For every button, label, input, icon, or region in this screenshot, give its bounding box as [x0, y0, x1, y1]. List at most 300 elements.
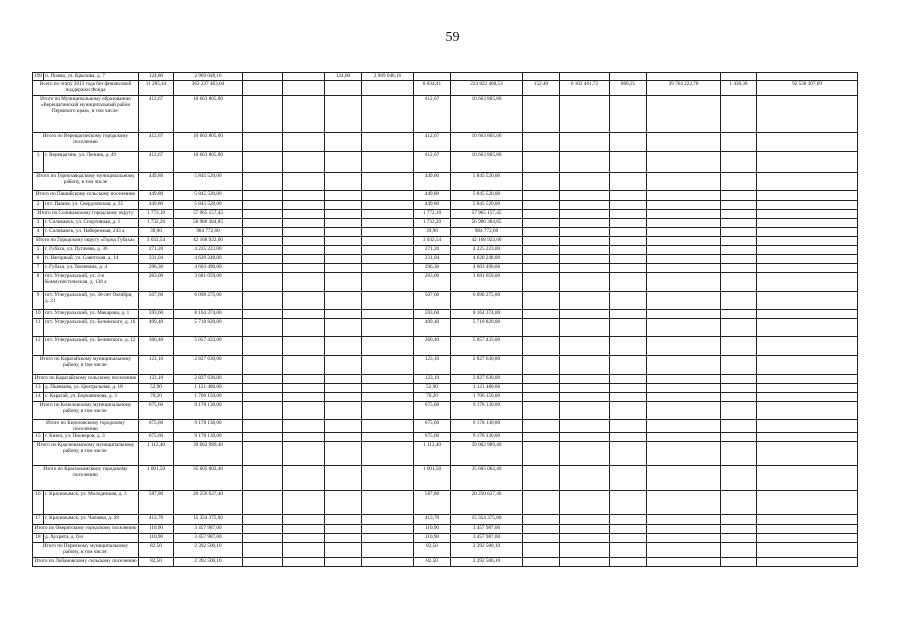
cell-s1: 4 603 490,00	[174, 264, 243, 273]
summary-row	[33, 543, 858, 558]
cell-a1: 123,10	[139, 375, 174, 384]
cell-x3	[325, 96, 362, 133]
cell-e2	[560, 292, 610, 310]
cell-e2	[560, 515, 610, 525]
cell-e1	[523, 264, 560, 273]
cell-x2	[283, 393, 325, 402]
cell-s2: 39 062 989,40	[451, 442, 523, 466]
cell-e4	[647, 466, 721, 491]
cell-e6	[757, 228, 858, 237]
cell-e4	[647, 133, 721, 152]
cell-e5	[721, 133, 757, 152]
cell-x2	[283, 543, 325, 558]
cell-e5	[721, 402, 757, 420]
cell-x2	[283, 255, 325, 264]
cell-a1: 70,20	[139, 393, 174, 402]
summary-row	[33, 402, 858, 420]
cell-x1	[243, 534, 283, 543]
cell-e3: 860,25	[610, 81, 647, 96]
cell-a2: 82,50	[414, 543, 451, 558]
cell-s1: 5 845 520,00	[174, 191, 243, 201]
cell-a2: 110,90	[414, 534, 451, 543]
cell-s1: 3 457 987,00	[174, 534, 243, 543]
cell-name: Итого по Муниципальному образованию «Верещагинский муниципальный район Пермского края», в том числе:	[33, 96, 139, 133]
cell-x1	[243, 515, 283, 525]
cell-e6	[757, 73, 858, 81]
cell-e3	[610, 442, 647, 466]
cell-e5	[721, 534, 757, 543]
cell-name: Итого по Краснокамскому городскому поселению	[33, 466, 139, 491]
cell-x4	[362, 543, 414, 558]
cell-name: пгт. Углеуральский, ул. 30-лет Октября, д. 21	[44, 292, 139, 310]
cell-e1	[523, 173, 560, 191]
cell-x4	[362, 356, 414, 375]
cell-a1: 110,90	[139, 525, 174, 534]
cell-x2	[283, 228, 325, 237]
cell-e4	[647, 310, 721, 319]
cell-s2: 5 057 433,00	[451, 337, 523, 356]
cell-e6	[757, 558, 858, 567]
cell-a2: 110,90	[414, 525, 451, 534]
table-row	[33, 515, 858, 525]
cell-x1	[243, 319, 283, 337]
cell-e2	[560, 246, 610, 255]
cell-x4	[362, 273, 414, 292]
cell-a2: 271,20	[414, 246, 451, 255]
cell-e6: 92 538 307,69	[757, 81, 858, 96]
cell-e5	[721, 356, 757, 375]
cell-e4	[647, 534, 721, 543]
cell-x3	[325, 525, 362, 534]
cell-e3	[610, 393, 647, 402]
cell-s1: 5 718 820,00	[174, 319, 243, 337]
cell-e4	[647, 356, 721, 375]
cell-x2	[283, 420, 325, 433]
summary-row	[33, 466, 858, 491]
cell-x2	[283, 491, 325, 515]
summary-row	[33, 81, 858, 96]
cell-e2	[560, 393, 610, 402]
cell-e2	[560, 310, 610, 319]
cell-e6	[757, 133, 858, 152]
cell-e4	[647, 246, 721, 255]
cell-e6	[757, 152, 858, 173]
summary-row	[33, 173, 858, 191]
cell-e5	[721, 466, 757, 491]
cell-s2: 57 965 157,45	[451, 210, 523, 219]
cell-x4	[362, 375, 414, 384]
cell-s2: 6 098 275,00	[451, 292, 523, 310]
table-row	[33, 292, 858, 310]
cell-e2	[560, 442, 610, 466]
cell-s2: 3 457 987,00	[451, 534, 523, 543]
table-row	[33, 246, 858, 255]
cell-name: Итого по Пермскому муниципальному району, в том числе:	[33, 543, 139, 558]
table-row	[33, 534, 858, 543]
cell-s1: 9 178 130,00	[174, 433, 243, 442]
cell-a2: 412,67	[414, 133, 451, 152]
cell-s1: 56 980 384,85	[174, 219, 243, 228]
cell-num: 9	[33, 292, 44, 310]
cell-e3	[610, 292, 647, 310]
cell-s1: 4 620 248,00	[174, 255, 243, 264]
cell-e4	[647, 273, 721, 292]
cell-e3	[610, 525, 647, 534]
cell-a2: 1 772,10	[414, 210, 451, 219]
cell-e3	[610, 255, 647, 264]
cell-x4	[362, 191, 414, 201]
cell-x1	[243, 393, 283, 402]
cell-x1	[243, 173, 283, 191]
cell-e6	[757, 201, 858, 210]
cell-s2: 3 457 987,00	[451, 525, 523, 534]
cell-a2: 1 732,20	[414, 219, 451, 228]
cell-s1: 8 164 374,00	[174, 310, 243, 319]
cell-x4	[362, 420, 414, 433]
cell-e3	[610, 433, 647, 442]
cell-s1: 1 121 480,00	[174, 384, 243, 393]
cell-s2: 15 354 375,00	[451, 515, 523, 525]
cell-s2: 5 718 820,00	[451, 319, 523, 337]
cell-name: г. Краснокамск, ул. Чапаева, д. 28	[44, 515, 139, 525]
cell-x3	[325, 310, 362, 319]
cell-e2	[560, 152, 610, 173]
cell-num: 7	[33, 264, 44, 273]
cell-name: г. Соликамск, ул. Спортивная, д. 1	[44, 219, 139, 228]
cell-a1: 593,60	[139, 310, 174, 319]
cell-e4	[647, 264, 721, 273]
cell-e3	[610, 375, 647, 384]
cell-s1: 20 250 627,40	[174, 491, 243, 515]
cell-s1: 2 827 630,00	[174, 356, 243, 375]
cell-a2: 409,40	[414, 319, 451, 337]
cell-e2	[560, 356, 610, 375]
cell-s1: 3 681 059,00	[174, 273, 243, 292]
cell-e3	[610, 534, 647, 543]
cell-e2	[560, 558, 610, 567]
cell-e4	[647, 319, 721, 337]
cell-e2	[560, 273, 610, 292]
cell-e3	[610, 310, 647, 319]
cell-e5	[721, 515, 757, 525]
cell-s1: 5 845 520,00	[174, 201, 243, 210]
cell-s2: 42 168 922,00	[451, 237, 523, 246]
cell-name: Итого по Пашийскому сельскому поселению	[33, 191, 139, 201]
cell-a2: 1 112,40	[414, 442, 451, 466]
cell-a1: 675,60	[139, 433, 174, 442]
cell-a1: 360,40	[139, 337, 174, 356]
cell-e6	[757, 210, 858, 219]
cell-e5	[721, 558, 757, 567]
cell-x3	[325, 210, 362, 219]
cell-a1: 449,80	[139, 191, 174, 201]
cell-s1: 6 098 275,00	[174, 292, 243, 310]
cell-x2	[283, 210, 325, 219]
cell-s2: 4 603 490,00	[451, 264, 523, 273]
cell-a1: 123,10	[139, 356, 174, 375]
cell-e3	[610, 356, 647, 375]
cell-e1	[523, 433, 560, 442]
summary-row	[33, 191, 858, 201]
cell-name: г. Кизел, ул. Пионеров, д. 3	[44, 433, 139, 442]
cell-s2	[451, 73, 523, 81]
cell-e1	[523, 310, 560, 319]
cell-x2	[283, 310, 325, 319]
cell-s1: 9 178 130,00	[174, 402, 243, 420]
cell-e4	[647, 558, 721, 567]
cell-e2	[560, 525, 610, 534]
cell-e6	[757, 356, 858, 375]
cell-e5	[721, 228, 757, 237]
cell-x4	[362, 246, 414, 255]
cell-e2	[560, 384, 610, 393]
cell-x2	[283, 237, 325, 246]
cell-s2: 9 178 130,00	[451, 402, 523, 420]
cell-x2	[283, 96, 325, 133]
cell-a2: 675,60	[414, 420, 451, 433]
cell-x4	[362, 210, 414, 219]
cell-num: 1	[33, 152, 44, 173]
cell-a1: 1 772,10	[139, 210, 174, 219]
cell-x4	[362, 337, 414, 356]
cell-e4	[647, 442, 721, 466]
cell-e2	[560, 237, 610, 246]
cell-x3	[325, 81, 362, 96]
cell-x2	[283, 433, 325, 442]
cell-e5	[721, 173, 757, 191]
cell-x4	[362, 237, 414, 246]
cell-name: г. Губаха, ул. Пугачева, д. 36	[44, 246, 139, 255]
cell-x3	[325, 133, 362, 152]
cell-e2	[560, 491, 610, 515]
cell-a2: 449,80	[414, 191, 451, 201]
cell-e6	[757, 534, 858, 543]
cell-a1: 39,90	[139, 228, 174, 237]
cell-s1: 35 605 002,40	[174, 466, 243, 491]
cell-a2: 296,30	[414, 264, 451, 273]
cell-x4	[362, 81, 414, 96]
table-row	[33, 433, 858, 442]
cell-e5	[721, 433, 757, 442]
cell-a2: 8 834,41	[414, 81, 451, 96]
cell-s2: 9 178 130,00	[451, 420, 523, 433]
cell-e5	[721, 237, 757, 246]
cell-s2: 1 706 150,00	[451, 393, 523, 402]
cell-e2	[560, 173, 610, 191]
cell-s2: 5 845 520,00	[451, 173, 523, 191]
cell-x4: 2 969 048,16	[362, 73, 414, 81]
cell-s1: 10 663 805,00	[174, 133, 243, 152]
cell-x4	[362, 466, 414, 491]
cell-e4	[647, 73, 721, 81]
cell-x2	[283, 337, 325, 356]
cell-e5	[721, 255, 757, 264]
table-row	[33, 264, 858, 273]
cell-e4	[647, 201, 721, 210]
cell-a2: 412,67	[414, 152, 451, 173]
cell-x1	[243, 96, 283, 133]
cell-num: 6	[33, 255, 44, 264]
cell-x4	[362, 310, 414, 319]
cell-e6	[757, 543, 858, 558]
cell-a2: 593,60	[414, 310, 451, 319]
cell-e6	[757, 442, 858, 466]
cell-e3	[610, 420, 647, 433]
cell-e6	[757, 310, 858, 319]
cell-a1: 449,80	[139, 173, 174, 191]
cell-e1	[523, 515, 560, 525]
summary-row	[33, 442, 858, 466]
cell-x1	[243, 81, 283, 96]
cell-name: пгт. Углеуральский, ул. Белинского, д. 16	[44, 319, 139, 337]
cell-a1: 675,60	[139, 420, 174, 433]
cell-s1: 5 057 433,00	[174, 337, 243, 356]
cell-e1	[523, 525, 560, 534]
cell-x2	[283, 264, 325, 273]
cell-x2	[283, 292, 325, 310]
cell-s2: 984 772,60	[451, 228, 523, 237]
cell-x4	[362, 255, 414, 264]
cell-s1: 4 225 223,00	[174, 246, 243, 255]
cell-a1: 82,50	[139, 543, 174, 558]
cell-e1	[523, 402, 560, 420]
cell-x1	[243, 543, 283, 558]
cell-s2: 5 845 520,00	[451, 191, 523, 201]
cell-a1: 675,60	[139, 402, 174, 420]
cell-x4	[362, 96, 414, 133]
cell-s1: 2 392 500,10	[174, 558, 243, 567]
cell-a1: 331,04	[139, 255, 174, 264]
cell-x1	[243, 246, 283, 255]
cell-e6	[757, 237, 858, 246]
cell-x1	[243, 73, 283, 81]
cell-e6	[757, 402, 858, 420]
cell-s2: 35 605 002,40	[451, 466, 523, 491]
cell-name: Итого по Карагайскому сельскому поселению	[33, 375, 139, 384]
cell-e2	[560, 219, 610, 228]
cell-x1	[243, 337, 283, 356]
cell-e4	[647, 543, 721, 558]
cell-name: пгт. Углеуральский, ул. Макарова, д. 1	[44, 310, 139, 319]
cell-s1: 1 706 150,00	[174, 393, 243, 402]
cell-x3	[325, 292, 362, 310]
cell-e4	[647, 96, 721, 133]
cell-e5	[721, 273, 757, 292]
cell-name: д. Пьянкова, ул. Центральная, д. 18	[44, 384, 139, 393]
cell-name: г. Губаха, ул. Тюленина, д. 4	[44, 264, 139, 273]
cell-x3	[325, 466, 362, 491]
cell-a2: 331,04	[414, 255, 451, 264]
cell-x1	[243, 310, 283, 319]
cell-x3	[325, 515, 362, 525]
cell-x2	[283, 152, 325, 173]
cell-x1	[243, 420, 283, 433]
cell-e4	[647, 173, 721, 191]
cell-e3	[610, 491, 647, 515]
cell-e1	[523, 356, 560, 375]
cell-s2: 223 822 468,53	[451, 81, 523, 96]
cell-x3	[325, 402, 362, 420]
cell-e2	[560, 375, 610, 384]
cell-x1	[243, 356, 283, 375]
cell-s2: 1 121 480,00	[451, 384, 523, 393]
cell-num: 2	[33, 201, 44, 210]
cell-a1: 11 285,44	[139, 81, 174, 96]
cell-s1: 39 062 989,40	[174, 442, 243, 466]
cell-e3	[610, 96, 647, 133]
cell-e3	[610, 210, 647, 219]
cell-e3	[610, 73, 647, 81]
cell-e4	[647, 337, 721, 356]
cell-e5	[721, 319, 757, 337]
cell-x2	[283, 319, 325, 337]
cell-e2: 6 102 461,72	[560, 81, 610, 96]
cell-a1: 449,80	[139, 201, 174, 210]
cell-x1	[243, 433, 283, 442]
cell-e3	[610, 466, 647, 491]
cell-x3	[325, 191, 362, 201]
cell-e2	[560, 402, 610, 420]
cell-name: с. Карагай, ул. Борчанинова, д. 3	[44, 393, 139, 402]
cell-name: пгт. Углеуральский, ул. Белинского, д. 12	[44, 337, 139, 356]
cell-e4	[647, 420, 721, 433]
cell-e6	[757, 491, 858, 515]
cell-e5	[721, 246, 757, 255]
cell-x3: 124,80	[325, 73, 362, 81]
cell-e2	[560, 255, 610, 264]
cell-e3	[610, 219, 647, 228]
cell-e1	[523, 237, 560, 246]
cell-a1: 587,80	[139, 491, 174, 515]
cell-num: 16	[33, 491, 44, 515]
cell-a1: 412,67	[139, 96, 174, 133]
cell-e6	[757, 466, 858, 491]
cell-e1	[523, 219, 560, 228]
cell-e4: 39 764 222,78	[647, 81, 721, 96]
cell-e3	[610, 191, 647, 201]
cell-e2	[560, 433, 610, 442]
cell-x1	[243, 201, 283, 210]
cell-s1: 984 772,60	[174, 228, 243, 237]
cell-a1: 263,00	[139, 273, 174, 292]
cell-e6	[757, 420, 858, 433]
cell-e3	[610, 264, 647, 273]
cell-a2	[414, 73, 451, 81]
cell-x2	[283, 558, 325, 567]
cell-e1	[523, 319, 560, 337]
cell-x1	[243, 273, 283, 292]
cell-e2	[560, 466, 610, 491]
cell-a2: 3 032,54	[414, 237, 451, 246]
cell-e3	[610, 558, 647, 567]
cell-e4	[647, 255, 721, 264]
cell-e3	[610, 384, 647, 393]
cell-a1: 82,50	[139, 558, 174, 567]
table-body	[33, 73, 858, 567]
cell-x2	[283, 133, 325, 152]
summary-row	[33, 375, 858, 384]
cell-x3	[325, 420, 362, 433]
cell-x1	[243, 292, 283, 310]
cell-e4	[647, 292, 721, 310]
cell-x4	[362, 152, 414, 173]
table-row	[33, 152, 858, 173]
cell-e2	[560, 73, 610, 81]
cell-e5	[721, 152, 757, 173]
cell-x2	[283, 466, 325, 491]
cell-x4	[362, 402, 414, 420]
cell-e1	[523, 491, 560, 515]
